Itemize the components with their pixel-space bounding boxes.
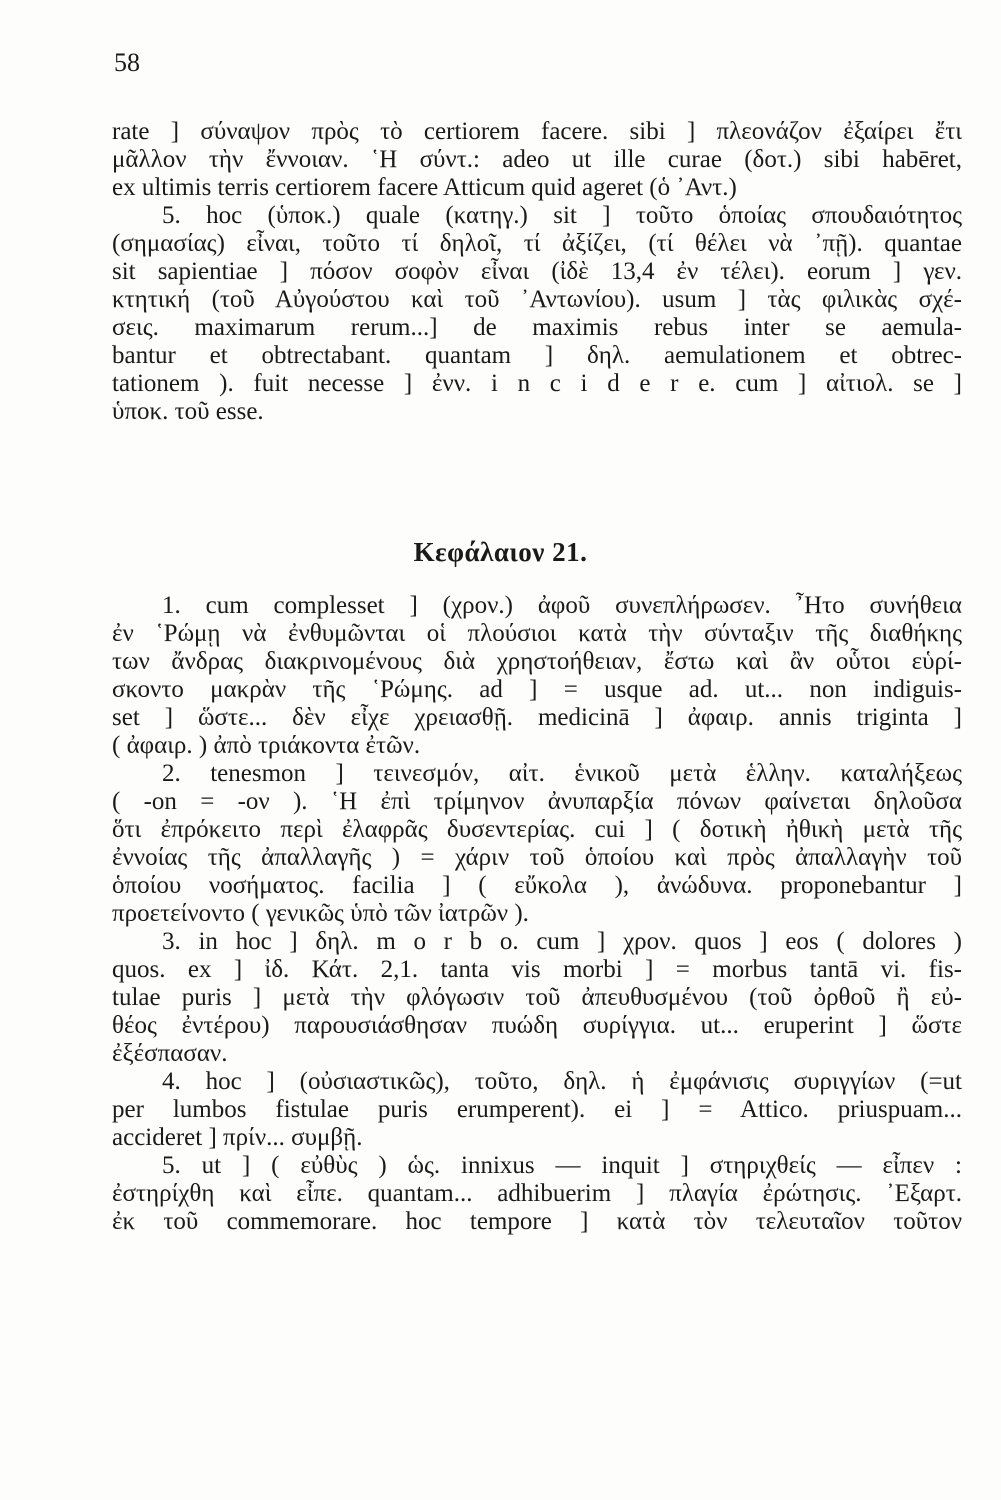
commentary-intro — [112, 118, 962, 426]
text-line: ἐξέσπασαν. — [112, 1040, 228, 1067]
text-line: προετείνοντο ( γενικῶς ὑπὸ τῶν ἰατρῶν ). — [112, 900, 529, 927]
text-line: ὑποκ. τοῦ esse. — [112, 398, 264, 425]
text-line: ἐστηρίχθη καὶ εἶπε. quantam... adhibuerim ] πλαγία ἐρώτησις. ᾽Εξαρτ. — [112, 1180, 962, 1207]
page-number: 58 — [114, 48, 140, 77]
text-line: 1. cum complesset ] (χρον.) ἀφοῦ συνεπλήρωσεν. ῏Ητο συνήθεια — [162, 592, 962, 619]
text-line: ἐννοίας τῆς ἀπαλλαγῆς ) = χάριν τοῦ ὁποίου καὶ πρὸς ἀπαλλαγὴν τοῦ — [112, 844, 962, 871]
text-line: accideret ] πρίν... συμβῇ. — [112, 1124, 363, 1151]
text-line: θέος ἐντέρου) παρουσιάσθησαν πυώδη συρίγγια. ut... eruperint ] ὥστε — [112, 1012, 962, 1039]
text-line: ( -on = -ον ). ῾Η ἐπὶ τρίμηνον ἀνυπαρξία πόνων φαίνεται δηλοῦσα — [112, 788, 962, 815]
text-line: μᾶλλον τὴν ἔννοιαν. ῾Η σύντ.: adeo ut ille curae (δοτ.) sibi habēret, — [112, 146, 962, 173]
text-line: 3. in hoc ] δηλ. m o r b o. cum ] χρον. quos ] eos ( dolores ) — [162, 928, 962, 955]
text-line: κτητική (τοῦ Αὐγούστου καὶ τοῦ ᾽Αντωνίου). usum ] τὰς φιλικὰς σχέ- — [112, 286, 962, 313]
text-line: 2. tenesmon ] τεινεσμόν, αἰτ. ἑνικοῦ μετὰ ἑλλην. καταλήξεως — [162, 760, 962, 787]
text-line: ἐν ῾Ρώμῃ νὰ ἐνθυμῶνται οἱ πλούσιοι κατὰ τὴν σύνταξιν τῆς διαθήκης — [112, 620, 962, 647]
text-line: των ἄνδρας διακρινομένους διὰ χρηστοήθειαν, ἔστω καὶ ἂν οὗτοι εὑρί- — [112, 648, 962, 675]
text-line: sit sapientiae ] πόσον σοφὸν εἶναι (ἰδὲ 13,4 ἐν τέλει). eorum ] γεν. — [112, 258, 962, 285]
chapter-commentary — [112, 592, 962, 1236]
text-line: 5. hoc (ὑποκ.) quale (κατηγ.) sit ] τοῦτο ὁποίας σπουδαιότητος — [162, 202, 962, 229]
text-line: quos. ex ] ἰδ. Κάτ. 2,1. tanta vis morbi ] = morbus tantā vi. fis- — [112, 956, 962, 983]
text-line: σκοντο μακρὰν τῆς ῾Ρώμης. ad ] = usque ad. ut... non indiguis- — [112, 676, 962, 703]
text-line: σεις. maximarum rerum...] de maximis rebus inter se aemula- — [112, 314, 962, 341]
text-line: tulae puris ] μετὰ τὴν φλόγωσιν τοῦ ἀπευθυσμένου (τοῦ ὀρθοῦ ἢ εὐ- — [112, 984, 962, 1011]
text-line: ὅτι ἐπρόκειτο περὶ ἐλαφρᾶς δυσεντερίας. cui ] ( δοτικὴ ἠθικὴ μετὰ τῆς — [112, 816, 962, 843]
chapter-heading: Κεφάλαιον 21. — [413, 537, 588, 567]
text-line: 5. ut ] ( εὐθὺς ) ὡς. innixus — inquit ] στηριχθείς — εἶπεν : — [162, 1152, 962, 1179]
text-line: ὁποίου νοσήματος. facilia ] ( εὔκολα ), ἀνώδυνα. proponebantur ] — [112, 872, 962, 899]
text-line: ( ἀφαιρ. ) ἀπὸ τριάκοντα ἐτῶν. — [112, 732, 421, 759]
text-line: bantur et obtrectabant. quantam ] δηλ. aemulationem et obtrec- — [112, 342, 962, 369]
text-line: set ] ὥστε... δὲν εἶχε χρειασθῇ. medicinā ] ἀφαιρ. annis triginta ] — [112, 704, 962, 731]
text-line: ex ultimis terris certiorem facere Atticum quid ageret (ὁ ᾽Αντ.) — [112, 174, 737, 201]
text-line: rate ] σύναψον πρὸς τὸ certiorem facere. sibi ] πλεονάζον ἐξαίρει ἔτι — [112, 118, 962, 145]
text-line: tationem ). fuit necesse ] ἐνν. i n c i d e r e. cum ] αἰτιολ. se ] — [112, 370, 962, 397]
text-line: 4. hoc ] (οὐσιαστικῶς), τοῦτο, δηλ. ἡ ἐμφάνισις συριγγίων (=ut — [162, 1068, 962, 1095]
text-line: per lumbos fistulae puris erumperent). ei ] = Attico. priuspuam... — [112, 1096, 962, 1123]
text-line: ἐκ τοῦ commemorare. hoc tempore ] κατὰ τὸν τελευταῖον τοῦτον — [112, 1208, 962, 1235]
text-line: (σημασίας) εἶναι, τοῦτο τί δηλοῖ, τί ἀξίζει, (τί θέλει νὰ ᾽πῇ). quantae — [112, 230, 962, 257]
